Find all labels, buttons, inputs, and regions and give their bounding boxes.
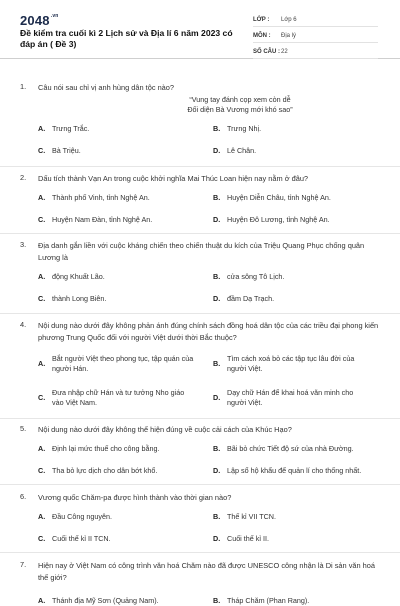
question-number: 7. xyxy=(20,560,27,569)
exam-title: Đề kiểm tra cuối kì 2 Lịch sử và Địa lí 6 năm 2023 có đáp án ( Đề 3) xyxy=(20,28,233,49)
option-text: đầm Dạ Trạch. xyxy=(227,294,275,303)
option-text: Định lại mức thuế cho công bằng. xyxy=(52,444,160,453)
option-letter: B. xyxy=(213,124,221,133)
option-text: Thánh địa Mỹ Sơn (Quảng Nam). xyxy=(52,596,159,605)
option-text: Bắt người Việt theo phong tục, tập quán của người Hán. xyxy=(52,354,194,373)
option-letter: A. xyxy=(38,596,46,605)
option-letter: B. xyxy=(213,272,221,281)
question-divider xyxy=(0,166,400,167)
option-text: Thế kỉ VII TCN. xyxy=(227,512,276,521)
option-letter: C. xyxy=(38,294,46,303)
option-letter: B. xyxy=(213,444,221,453)
option-letter: A. xyxy=(38,272,46,281)
option-text: Trưng Nhị. xyxy=(227,124,262,133)
option-letter: D. xyxy=(213,294,221,303)
option-letter: D. xyxy=(213,393,221,402)
meta-class-row xyxy=(253,13,378,27)
page-header xyxy=(0,0,400,59)
option-letter: B. xyxy=(213,596,221,605)
logo-text: 2048 xyxy=(20,13,50,28)
question-quote-line-1: “Vung tay đánh cọp xem còn dễ xyxy=(189,95,291,104)
question-divider xyxy=(0,552,400,553)
question-number: 5. xyxy=(20,424,27,433)
site-logo[interactable] xyxy=(20,13,59,28)
question-text: Hiện nay ở Việt Nam có công trình văn hoá Chăm nào đã được UNESCO công nhận là Di sản văn hoá thế giới? xyxy=(38,561,376,582)
question-quote-line-2: Đối diện Bà Vương mới khó sao” xyxy=(187,105,293,114)
question-text: Nội dung nào dưới đây không phản ánh đúng chính sách đồng hoá dân tộc của các triều đại phong kiến phương Trung Quốc đối với người Việt dưới thời Bắc thuộc? xyxy=(38,321,379,342)
option-text: Thành phố Vinh, tỉnh Nghệ An. xyxy=(52,193,150,202)
option-text: Bãi bỏ chức Tiết độ sứ của nhà Đường. xyxy=(227,444,354,453)
logo-tld: .vn xyxy=(50,13,59,19)
option-letter: B. xyxy=(213,512,221,521)
option-text: Lập sổ hộ khẩu để quản lí cho thống nhất. xyxy=(227,466,362,475)
question-number: 1. xyxy=(20,82,27,91)
option-text: cửa sông Tô Lịch. xyxy=(227,272,285,281)
option-letter: A. xyxy=(38,444,46,453)
option-text: Bà Triệu. xyxy=(52,146,81,155)
option-text: Lê Chân. xyxy=(227,146,257,155)
meta-count-row xyxy=(253,45,378,59)
option-text: Cuối thế kỉ II TCN. xyxy=(52,534,111,543)
option-letter: D. xyxy=(213,146,221,155)
question-divider xyxy=(0,233,400,234)
option-letter: A. xyxy=(38,359,46,368)
option-text: động Khuất Lão. xyxy=(52,272,105,281)
meta-count-label: SỐ CÂU : xyxy=(253,48,280,55)
option-text: Tháp Chăm (Phan Rang). xyxy=(227,596,310,605)
option-letter: C. xyxy=(38,215,46,224)
option-letter: A. xyxy=(38,512,46,521)
option-letter: C. xyxy=(38,146,46,155)
option-text: thành Long Biên. xyxy=(52,294,107,303)
meta-count-value: 22 xyxy=(281,48,288,55)
option-text: Huyện Diễn Châu, tỉnh Nghệ An. xyxy=(227,193,331,202)
question-number: 4. xyxy=(20,320,27,329)
question-divider xyxy=(0,418,400,419)
option-letter: D. xyxy=(213,466,221,475)
option-text: Huyện Nam Đàn, tỉnh Nghệ An. xyxy=(52,215,153,224)
option-letter: A. xyxy=(38,193,46,202)
option-text: Cuối thế kỉ II. xyxy=(227,534,269,543)
question-text: Dấu tích thành Vạn An trong cuộc khởi nghĩa Mai Thúc Loan hiện nay nằm ở đâu? xyxy=(38,174,309,183)
option-letter: C. xyxy=(38,393,46,402)
option-text: Tha bỏ lực dịch cho dân bớt khổ. xyxy=(52,466,158,475)
question-text: Nội dung nào dưới đây không thể hiện đúng về cuộc cải cách của Khúc Hạo? xyxy=(38,425,292,434)
meta-class-value: Lớp 6 xyxy=(281,16,297,23)
option-text: Huyện Đô Lương, tỉnh Nghệ An. xyxy=(227,215,330,224)
option-letter: D. xyxy=(213,534,221,543)
option-text: Trưng Trắc. xyxy=(52,124,90,133)
question-divider xyxy=(0,313,400,314)
question-text: Vương quốc Chăm-pa được hình thành vào thời gian nào? xyxy=(38,493,232,502)
option-text: Đầu Công nguyên. xyxy=(52,512,112,521)
option-text: Tìm cách xoá bỏ các tập tục lâu đời của người Việt. xyxy=(227,354,355,373)
exam-meta xyxy=(253,13,378,61)
option-letter: C. xyxy=(38,466,46,475)
question-number: 3. xyxy=(20,240,27,249)
option-letter: B. xyxy=(213,359,221,368)
meta-subject-value: Địa lý xyxy=(281,32,297,39)
question-number: 6. xyxy=(20,492,27,501)
meta-subject-row xyxy=(253,29,378,43)
option-letter: B. xyxy=(213,193,221,202)
option-text: Dạy chữ Hán để khai hoá văn minh cho người Việt. xyxy=(227,388,354,407)
question-number: 2. xyxy=(20,173,27,182)
option-letter: C. xyxy=(38,534,46,543)
question-text: Câu nói sau chỉ vị anh hùng dân tộc nào? xyxy=(38,83,175,92)
option-text: Đưa nhập chữ Hán và tư tưởng Nho giáo vào Việt Nam. xyxy=(52,388,185,407)
question-text: Địa danh gắn liền với cuộc kháng chiến theo chiến thuật du kích của Triệu Quang Phục chống quân Lương là xyxy=(38,241,365,262)
question-divider xyxy=(0,484,400,485)
option-letter: A. xyxy=(38,124,46,133)
meta-subject-label: MÔN : xyxy=(253,32,271,39)
meta-class-label: LỚP : xyxy=(253,16,270,23)
option-letter: D. xyxy=(213,215,221,224)
